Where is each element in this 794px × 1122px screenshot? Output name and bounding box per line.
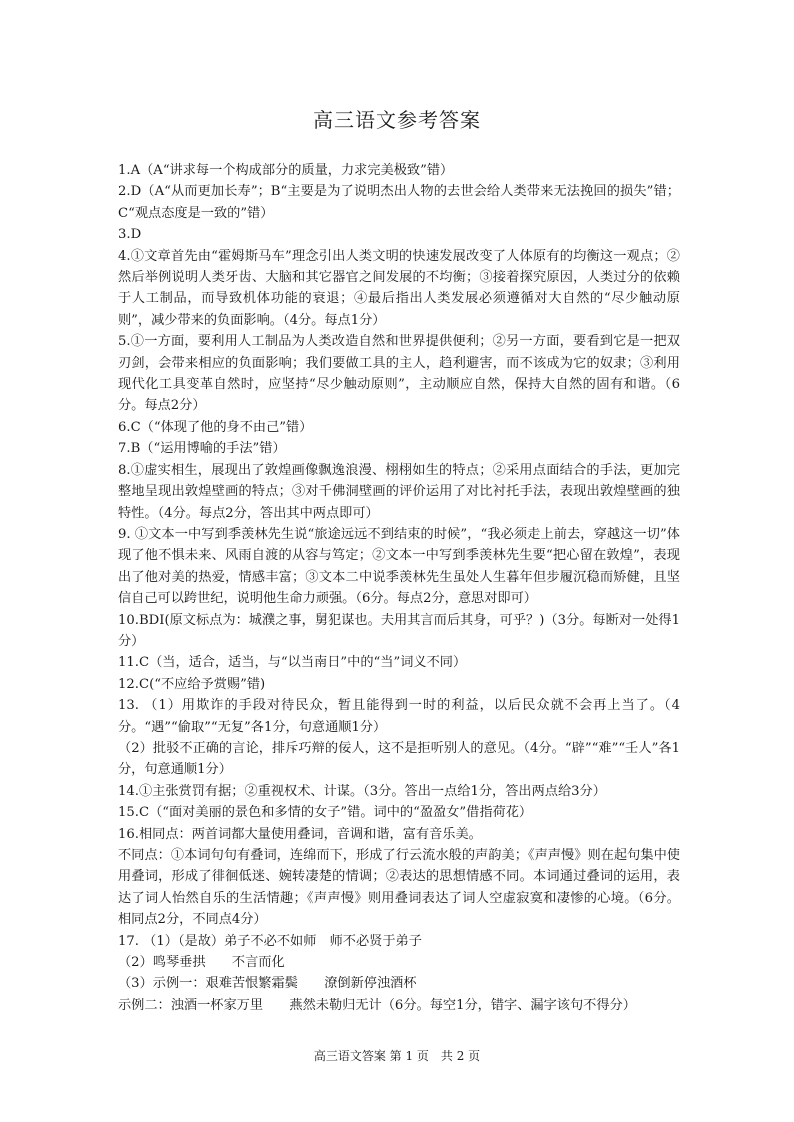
- answer-16-similarity: 16.相同点：两首词都大量使用叠词，音调和谐，富有音乐美。: [118, 826, 482, 842]
- answer-10: 10.BDI(原文标点为：城濮之事，舅犯谋也。夫用其言而后其身，可乎？)（3分。每断对一处得1分）: [118, 612, 680, 649]
- answer-9: 9. ①文本一中写到季羡林先生说“旅途远远不到结束的时候”，“我必须走上前去，穿越这一切”体现了他不惧未来、风雨自渡的从容与笃定；②文本一中写到季羡林先生要“把心留在敦煌”，表现出了他对美的热爱，情感丰富；③文本二中说季羡林先生虽处人生暮年但步履沉稳而矫健，且坚信自己可以跨世纪，说明他生命力顽强。（6分。每点2分，意思对即可）: [118, 526, 680, 607]
- page-footer: 高三语文答案 第 1 页 共 2 页: [313, 1049, 481, 1063]
- answer-14: 14.①主张赏罚有据；②重视权术、计谋。（3分。答出一点给1分，答出两点给3分）: [118, 783, 606, 799]
- answer-17-part-2: （2）鸣琴垂拱 不言而化: [118, 955, 285, 971]
- answer-3: 3.D: [118, 227, 142, 243]
- answer-13-part-1: 13. （1）用欺诈的手段对待民众，暂且能得到一时的利益，以后民众就不会再上当了。（4分。“遇”“偷取”“无复”各1分，句意通顺1分）: [118, 698, 680, 735]
- answer-17-part-1: 17. （1）（是故）弟子不必不如师 师不必贤于弟子: [118, 933, 422, 949]
- answer-7: 7.B（“运用博喻的手法”错）: [118, 441, 286, 457]
- answer-5: 5.①一方面，要利用人工制品为人类改造自然和世界提供便利；②另一方面，要看到它是一把双刃剑，会带来相应的负面影响；我们要做工具的主人，趋利避害，而不该成为它的奴隶；③利用现代化工具变革自然时，应坚持“尽少触动原则”，主动顺应自然，保持大自然的固有和谐。（6分。每点2分）: [118, 334, 680, 414]
- answer-17-part-3: （3）示例一：艰难苦恨繁霜鬓 潦倒新停浊酒杯: [118, 976, 417, 992]
- answer-11: 11.C（当，适合，适当，与“以当南日”中的“当”词义不同）: [118, 655, 467, 671]
- page-title: 高三语文参考答案: [313, 108, 481, 132]
- answer-2: 2.D（A“从而更加长寿”；B“主要是为了说明杰出人物的去世会给人类带来无法挽回的损失”错；C“观点态度是一致的”错）: [118, 184, 680, 221]
- answer-15: 15.C（“面对美丽的景色和多情的女子”错。词中的“盈盈女”借指荷花）: [118, 805, 533, 821]
- answer-4: 4.①文章首先由“霍姆斯马车”理念引出人类文明的快速发展改变了人体原有的均衡这一观点；②然后举例说明人类牙齿、大脑和其它器官之间发展的不均衡；③接着探究原因，人类过分的依赖于人工制品，而导致机体功能的衰退；④最后指出人类发展必须遵循对大自然的“尽少触动原则”，减少带来的负面影响。（4分。每点1分）: [118, 248, 680, 328]
- answer-list: [118, 160, 680, 1016]
- answer-12: 12.C(“不应给予赏赐”错): [118, 676, 266, 692]
- answer-17-example-2: 示例二：浊酒一杯家万里 燕然未勒归无计（6分。每空1分，错字、漏字该句不得分）: [118, 997, 636, 1013]
- answer-8: 8.①虚实相生，展现出了敦煌画像飘逸浪漫、栩栩如生的特点；②采用点面结合的手法，更加完整地呈现出敦煌壁画的特点；③对千佛洞壁画的评价运用了对比衬托手法，表现出敦煌壁画的独特性。（4分。每点2分，答出其中两点即可）: [118, 462, 680, 521]
- answer-1: 1.A（A“讲求每一个构成部分的质量，力求完美极致”错）: [118, 163, 454, 178]
- answer-16-difference: 不同点：①本词句句有叠词，连绵而下，形成了行云流水般的声韵美；《声声慢》则在起句集中使用叠词，形成了徘徊低迷、婉转凄楚的情调；②表达的思想情感不同。本词通过叠词的运用，表达了词人怡然自乐的生活情趣；《声声慢》则用叠词表达了词人空虚寂寞和凄惨的心境。（6分。相同点2分，不同点4分）: [118, 848, 680, 928]
- answer-6: 6.C（“体现了他的身不由己”错）: [118, 419, 313, 435]
- answer-13-part-2: （2）批驳不正确的言论，排斥巧辩的佞人，这不是拒听别人的意见。（4分。“辟”“难”“壬人”各1分，句意通顺1分）: [118, 740, 680, 778]
